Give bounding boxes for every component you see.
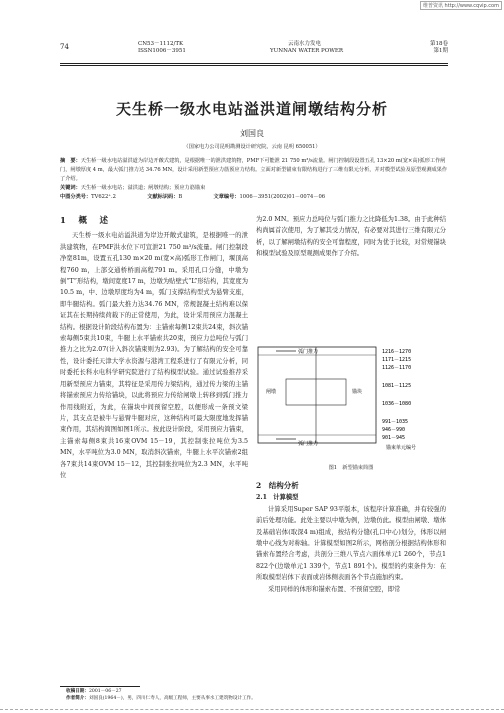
cn-number: CN53－1112/TK (138, 41, 184, 47)
subsection-heading (256, 492, 446, 503)
page-number: 74 (60, 43, 69, 51)
page-header (60, 41, 448, 62)
elevation-label: 901－945 (382, 435, 406, 441)
abstract-text: 天生桥一级水电站溢洪道为岸边开敞式建筑，是根据唯一的泄洪建筑物，PMF下可能泄 21 750 m³/s流量。闸门控制段设置五孔 13×20 m(宽×高)弧形工作闸门，闸墩厚度 4 m，最大弧门推力达 34.76 MN，设计采用新型预应力筋预应力结构。立面对新型锚束有限结构进行了三维有限元分析，并对模型试验及原型观测成果作了介绍。 (60, 158, 448, 182)
figure-label: 锚块 (352, 389, 363, 395)
pier-outline (258, 347, 376, 443)
section-heading-2 (256, 480, 446, 491)
article-title: 天生桥一级水电站溢洪道闸墩结构分析 (115, 100, 388, 118)
figure-note: 锚束单元编号 (386, 445, 417, 451)
section-number: 2 (256, 481, 262, 490)
watermark: 维普资讯 http://www.cqvip.com (420, 1, 502, 10)
affiliation: （国家电力公司昆明勘测设计研究院，云南 昆明 650051） (183, 144, 321, 150)
section-title: 结构分析 (268, 481, 299, 490)
figure-1-diagram (256, 341, 446, 451)
elevation-label: 1126－1170 (382, 365, 412, 371)
elevation-labels (382, 349, 416, 451)
right-column-top (256, 214, 446, 260)
code-value: B (178, 193, 183, 200)
subsection-number: 2.1 (256, 494, 267, 502)
header-rule-thin (60, 65, 448, 66)
page-bottom-rule (0, 709, 504, 710)
footnote (66, 689, 256, 703)
abstract (60, 157, 452, 184)
abstract-block (60, 157, 452, 202)
abstract-label: 摘 要： (60, 158, 81, 164)
keywords (60, 184, 452, 193)
classification-line (60, 193, 452, 202)
elevation-label: 1036－1080 (382, 401, 412, 407)
elevation-label: 1171－1215 (382, 357, 412, 363)
figure-label: 弧门推力 (298, 441, 319, 447)
issue: 第1期 (433, 48, 448, 54)
section-number: 1 (60, 216, 68, 226)
journal-name-en: YUNNAN WATER POWER (270, 48, 344, 54)
section-heading-1 (60, 216, 248, 227)
paragraph: 为2.0 MN。预应力总吨位与弧门推力之比降低为1.38。由于此种结构尚属首次使用，为了解其受力情况，有必要对其进行三维有限元分析，以了解闸墩结构的安全可靠程度，同时为优于比较，对常规锚块和模型试验及原型观测成果作了介绍。 (256, 216, 446, 258)
elevation-label: 1081－1125 (382, 383, 412, 389)
section-title: 概 述 (78, 216, 110, 226)
class-number: TV622⁺.2 (91, 193, 116, 200)
author-bio (66, 696, 256, 703)
elevation-label: 1216－1270 (382, 349, 412, 355)
bio-value: 刘国良(1964－)，男，四川仁寿人，高级工程师，主要从事水工建筑物设计工作。 (88, 695, 256, 701)
paragraph: 采用同样的体形和锚索布置、不预留空腔，即常 (268, 585, 401, 593)
code-label: 文献标识码： (147, 193, 179, 200)
paragraph: 计算采用Super SAP 93平版本，该程序计算准确，并有较强的前后处理功能。此处主要以中墩为例，边墩仿此。模型由闸墩、墩体及基础岩体(取深4 m)组成，按结构分缝(孔口中心)划分，体形以闸墩中心线为对称轴。计算模型如图2所示，网格剖分根据结构体形和锚索布置经合考虑，共剖分三维八节点六面体单元1 260个，节点1 822个(边墩单元1 339个，节点1 891个)。模型的约束条件为：在所取模型岩体下表面或岩体侧表面各个节点施加约束。 (256, 505, 446, 582)
id-label: 文章编号： (213, 193, 240, 200)
received-value: 2001－06－27 (88, 689, 122, 694)
figure-label: 闸墩 (266, 389, 277, 395)
keywords-label: 关键词： (60, 184, 81, 191)
left-column (60, 214, 248, 481)
journal-name-cn: 云南水力发电 (288, 41, 322, 47)
received-date (66, 689, 256, 696)
volume: 第18卷 (430, 41, 448, 47)
received-label: 收稿日期： (66, 689, 89, 694)
article-id: 1006－3951(2002)01－0074－06 (239, 193, 326, 200)
issn-number: ISSN1006－3951 (138, 48, 186, 54)
elevation-label: 946－990 (382, 427, 406, 433)
paragraph: 天生桥一级水电站溢洪道为岸边开敞式建筑，是根据唯一的泄洪建筑物，在PMF洪水位下可宣泄21 750 m³/s流量。闸门控制段净宽81m，设置五孔130 m×20 m(宽×高)弧形工作闸门，堰顶高程760 m，上部交通桥桥面高程791 m。采用孔口分缝，中墩为倒“T”形结构，墩间宽度17 m，边墩为贴壁式“L”形结构，其宽度为10.5 m，中、边墩厚度均为4 m，弧门支撑结构型式为悬臂支座，即牛腿结构。弧门最大推力达34.76 MN，常规混凝土结构难以保证其在长期持续荷载下的正常使用，为此，设计采用预应力混凝土结构。根据设计阶段结构布置为：主锚索每侧12束共24束，斜次锚索每侧5束共10束，牛腿上水平锚索共20束，预应力总吨位与弧门推力之比为2.07(计入斜次锚束则为2.93)。为了解结构的安全可靠性，设计委托天津大学水资源与港湾工程系进行了有限元分析，同时委托长科水电科学研究院进行了结构模型试验。通过试验推荐采用新型预应力锚束，其特征是采用传力梁结构，通过传力梁的主锚将锚索预应力传给锚块，以此将预应力传给闸墩上转移到弧门推力作用线附近，为此，在锚块中间预留空腔，以便形成一条预文梁片，其支点是被牛与悬臂牛腿对应，这种结构可最大限度地发挥锚束作用，其结构简图如图1所示。按此设计阶段，采用预应力锚束，主锚索每侧8束共16束OVM 15－19，其控制张拉吨位为3.5 MN，水平吨位为3.0 MN，取消斜次锚索，牛腿上水平次锚索2组各7束共14束OVM 15－12，其控制张拉吨位为2.3 MN，水平吨位 (60, 232, 248, 479)
class-label: 中图分类号： (60, 193, 92, 200)
author: 刘国良 (240, 129, 264, 138)
right-column-bottom (256, 480, 446, 595)
keywords-text: 天生桥一级水电站；溢洪道；闸墩结构；预应力筋锚束 (80, 184, 206, 191)
header-rule (60, 63, 448, 64)
bio-label: 作者简介： (66, 695, 89, 701)
subsection-title: 计算模型 (273, 494, 299, 502)
elevation-label: 991－1035 (382, 419, 409, 425)
footnote-rule (60, 686, 140, 687)
figure-caption: 图1 新型锚束简图 (328, 465, 374, 471)
figure-label: 弧门推力 (298, 349, 319, 355)
